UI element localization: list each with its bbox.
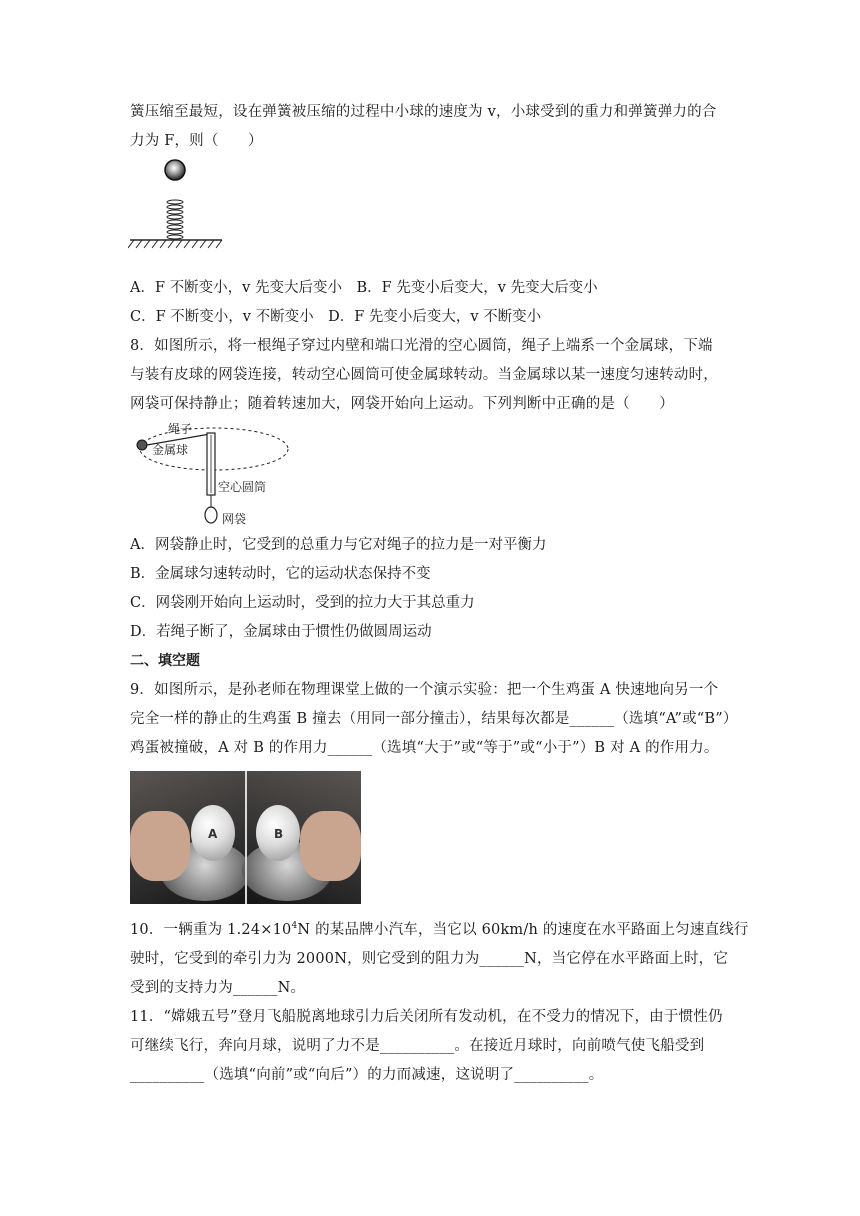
q11-line3: __________（选填“向前”或“向后”）的力而减速，这说明了__________。 [130, 1067, 604, 1083]
q8-option-b: B．金属球匀速转动时，它的运动状态保持不变 [130, 566, 431, 582]
q10-line1-pre: 10．一辆重为 1.24×10 [130, 922, 292, 938]
q7-stem-line1: 簧压缩至最短，设在弹簧被压缩的过程中小球的速度为 v，小球受到的重力和弹簧弹力的合 [130, 104, 717, 120]
q11-line2: 可继续飞行，奔向月球，说明了力不是__________。在接近月球时，向前喷气使飞船受到 [130, 1038, 705, 1054]
label-net: 网袋 [222, 512, 247, 526]
q10-line1 [130, 916, 749, 945]
q9-line3: 鸡蛋被撞破，A 对 B 的作用力______（选填“大于”或“等于”或“小于”）B 对 A 的作用力。 [130, 740, 719, 756]
q10-line2: 驶时，它受到的牵引力为 2000N，则它受到的阻力为______N，当它停在水平路面上时，它 [130, 951, 729, 967]
q8-option-a: A．网袋静止时，它受到的总重力与它对绳子的拉力是一对平衡力 [130, 537, 547, 553]
q7-stem-line2: 力为 F，则（ ） [130, 133, 263, 149]
q8-option-d: D．若绳子断了，金属球由于惯性仍做圆周运动 [130, 624, 432, 640]
spring-ball-figure [128, 156, 268, 274]
q8-stem-line1: 8．如图所示，将一根绳子穿过内壁和端口光滑的空心圆筒，绳子上端系一个金属球，下端 [130, 338, 713, 354]
q9-line1: 9．如图所示，是孙老师在物理课堂上做的一个演示实验：把一个生鸡蛋 A 快速地向另一个 [130, 682, 719, 698]
q11-line1: 11．“嫦娥五号”登月飞船脱离地球引力后关闭所有发动机，在不受力的情况下，由于惯性仍 [130, 1009, 723, 1025]
q8-stem-line2: 与装有皮球的网袋连接，转动空心圆筒可使金属球转动。当金属球以某一速度匀速转动时， [130, 367, 718, 383]
q7-options-row2: C．F 不断变小，v 不断变小 D．F 先变小后变大，v 不断变小 [130, 309, 542, 325]
net-bag [205, 507, 217, 523]
q10-line3: 受到的支持力为______N。 [130, 980, 306, 996]
egg-collision-photo [130, 771, 361, 904]
egg-a-label: A [208, 827, 218, 841]
ball [165, 160, 185, 180]
egg-b-label: B [274, 827, 284, 841]
q8-option-c: C．网袋刚开始向上运动时，受到的拉力大于其总重力 [130, 595, 475, 611]
section-heading-fill-in: 二、填空题 [130, 653, 200, 669]
q10-exponent: 4 [291, 921, 298, 932]
q8-stem-line3: 网袋可保持静止；随着转速加大，网袋开始向上运动。下列判断中正确的是（ ） [130, 396, 674, 412]
q7-options-row1: A．F 不断变小，v 先变大后变小 B．F 先变小后变大，v 先变大后变小 [130, 280, 598, 296]
ground-hatch [128, 240, 222, 248]
label-rope: 绳子 [168, 422, 193, 436]
label-ball: 金属球 [152, 443, 189, 457]
label-tube: 空心圆筒 [218, 480, 267, 494]
metal-ball [137, 440, 147, 450]
spring [167, 200, 183, 239]
q9-line2: 完全一样的静止的生鸡蛋 B 撞去（用同一部分撞击），结果每次都是______（选填“A”或“B”） [130, 711, 738, 727]
q10-line1-post: N 的某品牌小汽车，当它以 60km/h 的速度在水平路面上匀速直线行 [297, 922, 749, 938]
exam-page [130, 98, 749, 1090]
rotating-ball-figure [132, 419, 302, 531]
